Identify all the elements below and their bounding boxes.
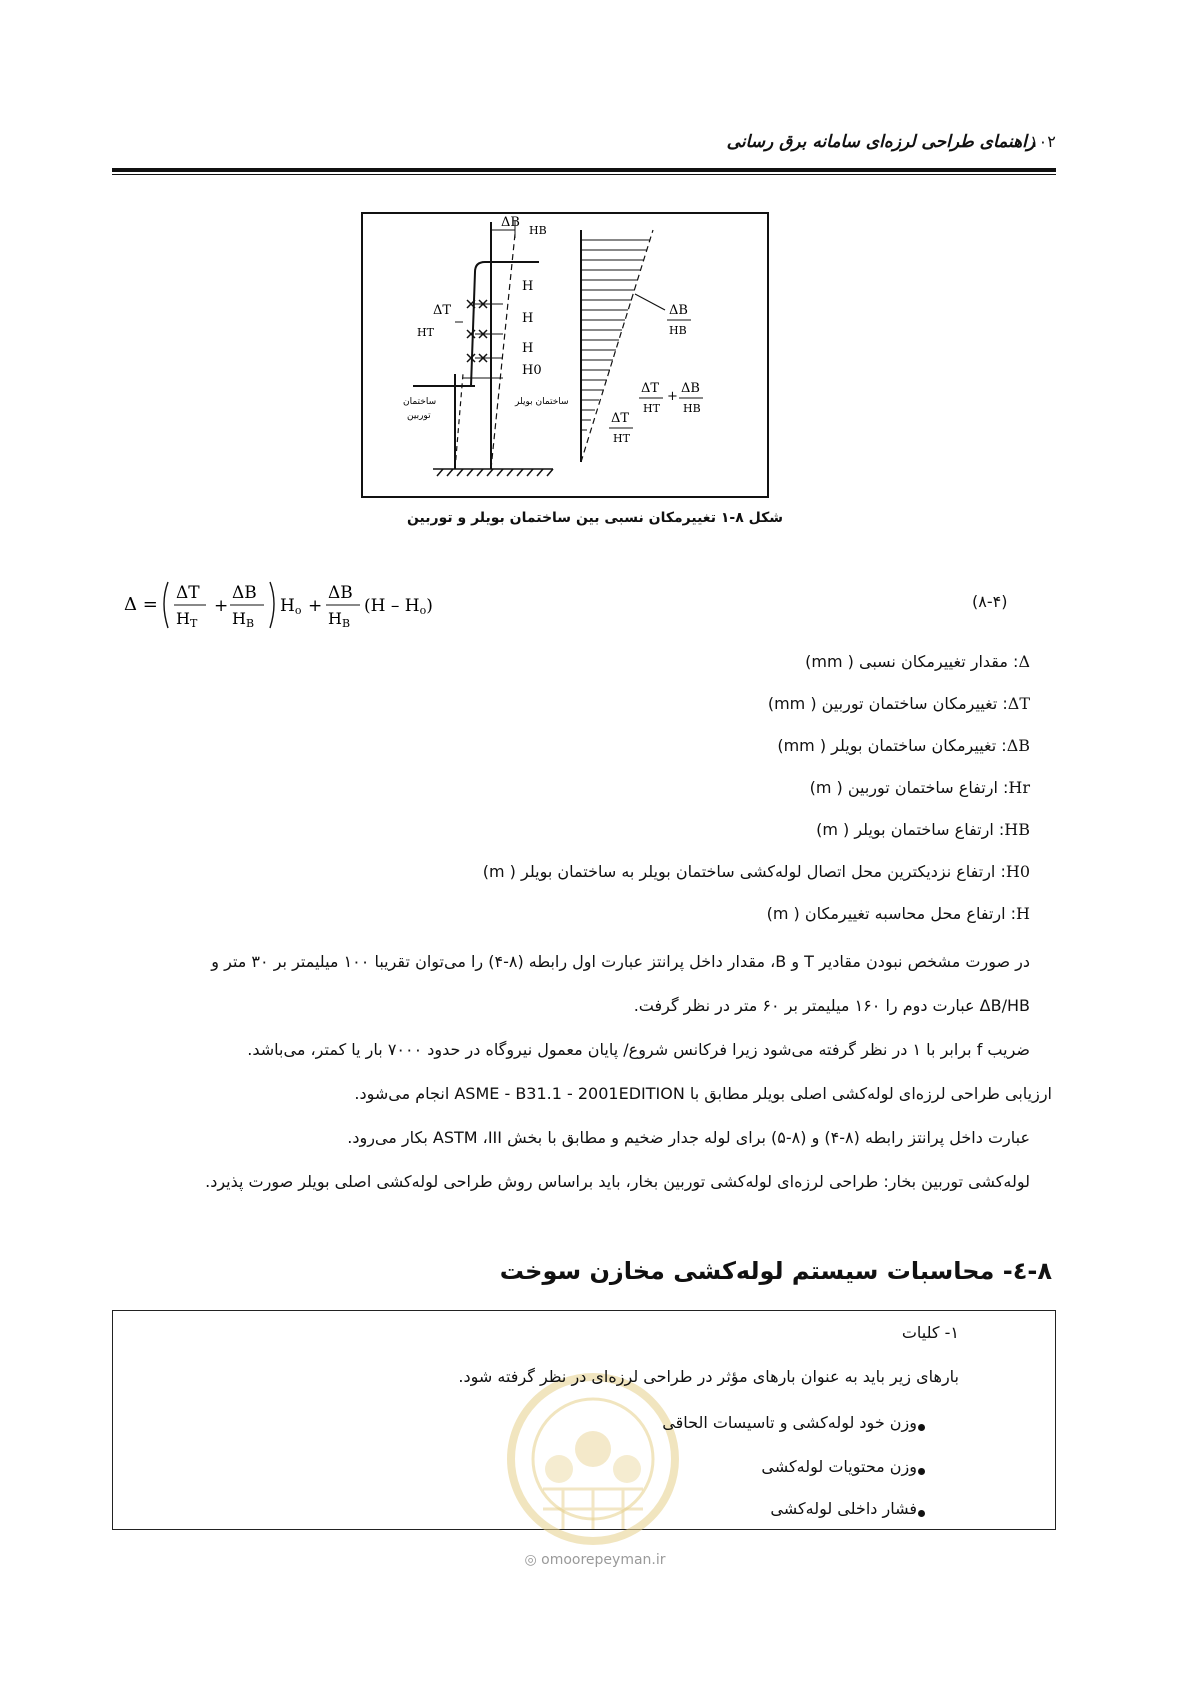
definition-item: HB: ارتفاع ساختمان بویلر ( m) — [816, 820, 1030, 839]
definition-item: ΔT: تغییرمکان ساختمان توربین ( mm) — [767, 694, 1030, 713]
svg-text:HB: HB — [328, 609, 351, 630]
watermark-seal-icon — [493, 1369, 693, 1549]
header-rule-thick — [112, 168, 1056, 172]
label-h-3: H — [522, 341, 534, 356]
label-ht-low: HT — [613, 432, 630, 445]
relative-displacement-diagram — [363, 214, 767, 496]
equation-number: (۸-۴) — [972, 592, 1008, 611]
label-delta-b-right: ΔB — [669, 303, 688, 318]
label-turbine-building-1: ساختمان — [403, 397, 437, 407]
definition-item: Hr: ارتفاع ساختمان توربین ( m) — [809, 778, 1030, 797]
label-boiler-building: ساختمان بویلر — [515, 397, 569, 407]
definition-item: H0: ارتفاع نزدیکترین محل اتصال لوله‌کشی ساختمان بویلر به ساختمان بویلر ( m) — [482, 862, 1030, 881]
general-requirements-box — [112, 1310, 1056, 1530]
section-heading: ۸-٤- محاسبات سیستم لوله‌کشی مخازن سوخت — [499, 1257, 1052, 1285]
label-delta-b-top: ΔB — [501, 215, 520, 230]
figure-caption: شکل ۸-۱ تغییرمکان نسبی بین ساختمان بویلر و توربین — [406, 510, 784, 526]
svg-text:ΔT: ΔT — [176, 583, 200, 603]
label-hb-sum: HB — [683, 402, 701, 415]
bullet-item: فشار داخلی لوله‌کشی — [770, 1499, 917, 1518]
relative-displacement-formula — [124, 568, 464, 638]
label-ht: HT — [417, 326, 434, 339]
svg-text:+: + — [214, 596, 229, 616]
paragraph-line: لوله‌کشی توربین بخار: طراحی لرزه‌ای لوله‌کشی توربین بخار، باید براساس روش طراحی لوله‌کشی اصلی بویلر صورت پذیرد. — [205, 1172, 1030, 1191]
label-h-1: H — [522, 279, 534, 294]
running-header-title: راهنمای طراحی لرزه‌ای سامانه برق رسانی — [726, 132, 1035, 152]
definition-item: Δ: مقدار تغییرمکان نسبی ( mm) — [805, 652, 1030, 671]
paragraph-line: عبارت داخل پرانتز رابطه (۸-۴) و (۸-۵) برای لوله جدار ضخیم و مطابق با بخش ASTM ،III بکار می‌رود. — [347, 1128, 1030, 1147]
paragraph-line: ضریب f برابر با ۱ در نظر گرفته می‌شود زیرا فرکانس شروع/ پایان معمول نیروگاه در حدود ۷۰۰۰ بار یا کمتر، می‌باشد. — [247, 1040, 1030, 1059]
label-delta-b-sum: ΔB — [681, 381, 700, 396]
definition-item: ΔB: تغییرمکان ساختمان بویلر ( mm) — [777, 736, 1030, 755]
svg-text:Δ =: Δ = — [124, 594, 158, 615]
svg-text:+: + — [308, 596, 323, 616]
label-hb-right: HB — [669, 324, 687, 337]
bullet-icon — [918, 1468, 925, 1475]
figure-frame — [361, 212, 769, 498]
paragraph-line: ارزیابی طراحی لرزه‌ای لوله‌کشی اصلی بویلر مطابق با ASME - B31.1 - 2001EDITION انجام می‌شود. — [354, 1084, 1052, 1103]
label-h0: H0 — [522, 363, 542, 378]
svg-text:+: + — [667, 389, 678, 404]
label-delta-t: ΔT — [433, 303, 452, 318]
label-delta-t-low: ΔT — [611, 411, 630, 426]
label-h-2: H — [522, 311, 534, 326]
header-rule-thin — [112, 174, 1056, 175]
paragraph-line: ΔB/HB عبارت دوم را ۱۶۰ میلیمتر بر ۶۰ متر در نظر گرفت. — [633, 996, 1030, 1015]
label-hb-top: HB — [529, 224, 547, 237]
svg-text:ΔB: ΔB — [328, 583, 353, 603]
watermark-url: ◎ omoorepeyman.ir — [524, 1552, 666, 1568]
svg-text:(H – Ho): (H – Ho) — [364, 596, 433, 617]
svg-text:HB: HB — [232, 609, 255, 630]
label-turbine-building-2: توربین — [407, 411, 431, 421]
label-delta-t-sum: ΔT — [641, 381, 660, 396]
paragraph-line: در صورت مشخص نبودن مقادیر T و B، مقدار داخل پرانتز عبارت اول رابطه (۸-۴) را می‌توان تقریبا ۱۰۰ میلیمتر بر ۳۰ متر و — [211, 952, 1030, 971]
box-subheading: ۱- کلیات — [901, 1323, 959, 1342]
svg-text:ΔB: ΔB — [232, 583, 257, 603]
label-ht-sum: HT — [643, 402, 660, 415]
bullet-item: وزن خود لوله‌کشی و تاسیسات الحاقی — [662, 1413, 917, 1432]
bullet-icon — [918, 1424, 925, 1431]
svg-text:Ho: Ho — [280, 596, 302, 617]
svg-text:HT: HT — [176, 609, 198, 630]
page-number: ۱۰۲ — [1030, 132, 1056, 151]
bullet-icon — [918, 1510, 925, 1517]
bullet-item: وزن محتویات لوله‌کشی — [761, 1457, 917, 1476]
definition-item: H: ارتفاع محل محاسبه تغییرمکان ( m) — [766, 904, 1030, 923]
box-intro: بارهای زیر باید به عنوان بارهای مؤثر در طراحی لرزه‌ای در نظر گرفته شود. — [458, 1367, 959, 1386]
